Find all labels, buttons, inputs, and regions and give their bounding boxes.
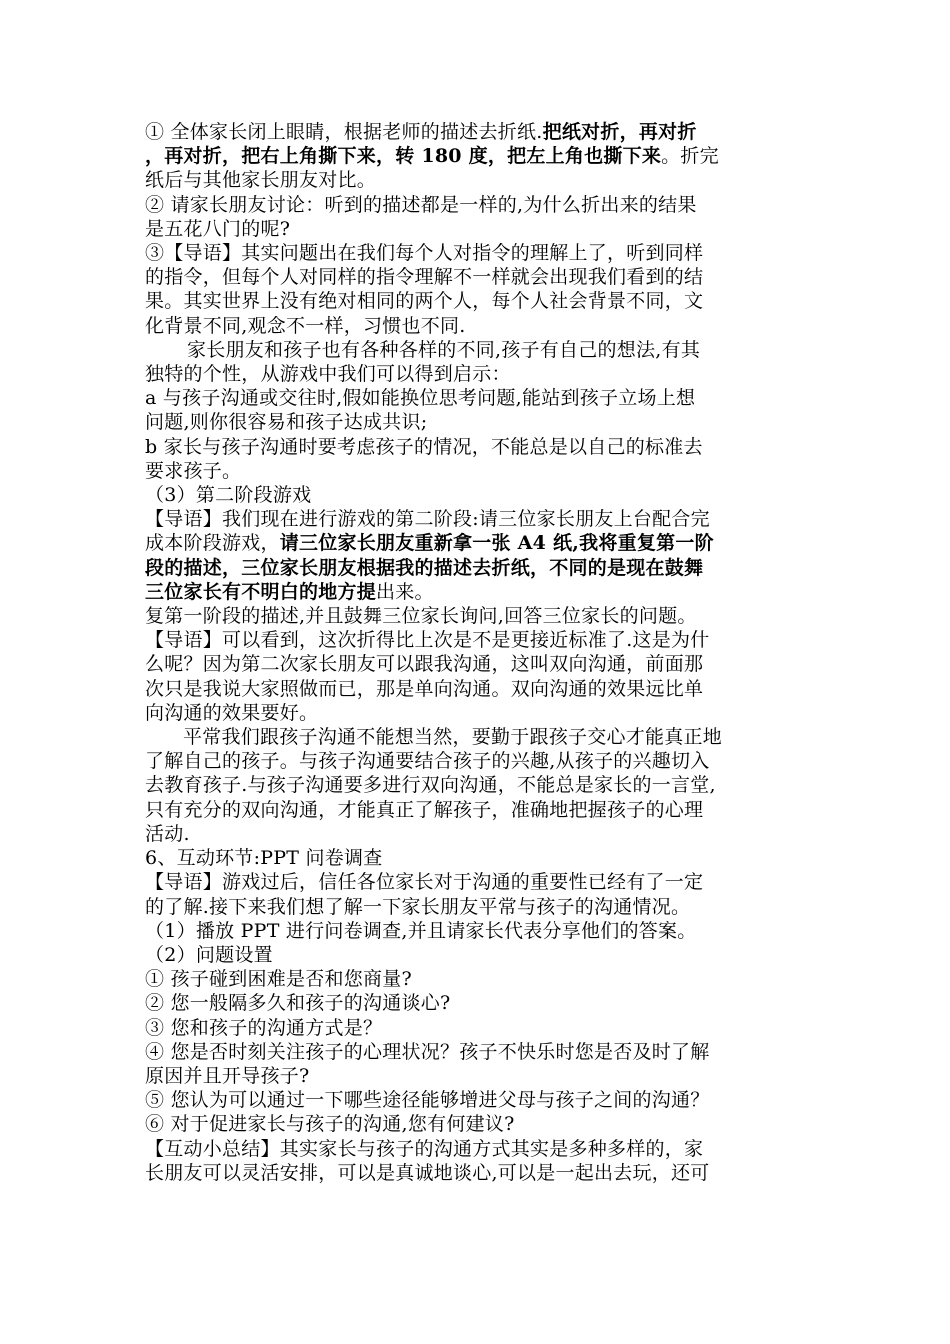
text-line bbox=[145, 967, 810, 991]
text-line bbox=[145, 870, 810, 894]
text-run: ⑥ 对于促进家长与孩子的沟通,您有何建议? bbox=[145, 1113, 515, 1136]
text-run: 的指令，但每个人对同样的指令理解不一样就会出现我们看到的结 bbox=[145, 266, 704, 289]
text-line bbox=[145, 410, 810, 434]
text-run: ⑤ 您认为可以通过一下哪些途径能够增进父母与孩子之间的沟通？ bbox=[145, 1089, 710, 1112]
bold-text-run: 三位家长有不明白的地方提 bbox=[145, 580, 377, 603]
bold-text-run: ，再对折，把右上角撕下来，转 180 度，把左上角也撕下来 bbox=[145, 145, 662, 168]
text-line bbox=[145, 435, 810, 459]
text-line bbox=[145, 217, 810, 241]
text-line bbox=[145, 483, 810, 507]
bold-text-run: 请三位家长朋友重新拿一张 A4 纸,我将重复第一阶 bbox=[279, 532, 714, 555]
text-run: 的了解.接下来我们想了解一下家长朋友平常与孩子的沟通情况。 bbox=[145, 895, 691, 918]
text-run: 【导语】可以看到，这次折得比上次是不是更接近标准了.这是为什 bbox=[145, 629, 710, 652]
text-line bbox=[145, 1161, 810, 1185]
text-run: ③ 您和孩子的沟通方式是？ bbox=[145, 1016, 383, 1039]
text-run: 要求孩子。 bbox=[145, 459, 242, 482]
text-line bbox=[145, 943, 810, 967]
text-run: 平常我们跟孩子沟通不能想当然，要勤于跟孩子交心才能真正地 bbox=[183, 726, 723, 749]
text-run: 去教育孩子.与孩子沟通要多进行双向沟通，不能总是家长的一言堂, bbox=[145, 774, 716, 797]
text-line bbox=[145, 652, 810, 676]
text-line bbox=[145, 120, 810, 144]
text-line bbox=[145, 773, 810, 797]
text-run: 家长朋友和孩子也有各种各样的不同,孩子有自己的想法,有其 bbox=[187, 338, 701, 361]
text-run: 6、互动环节:PPT 问卷调查 bbox=[145, 847, 383, 870]
text-run: ④ 您是否时刻关注孩子的心理状况？孩子不快乐时您是否及时了解 bbox=[145, 1040, 710, 1063]
text-line bbox=[145, 193, 810, 217]
text-line bbox=[145, 1040, 810, 1064]
text-run: ① 孩子碰到困难是否和您商量? bbox=[145, 968, 412, 991]
text-run: 了解自己的孩子。与孩子沟通要结合孩子的兴趣,从孩子的兴趣切入 bbox=[145, 750, 710, 773]
text-line bbox=[145, 725, 810, 749]
bold-text-run: 段的描述，三位家长朋友根据我的描述去折纸，不同的是现在鼓舞 bbox=[145, 556, 704, 579]
text-run: 向沟通的效果要好。 bbox=[145, 701, 319, 724]
text-line bbox=[145, 362, 810, 386]
text-line bbox=[145, 846, 810, 870]
text-run: a 与孩子沟通或交往时,假如能换位思考问题,能站到孩子立场上想 bbox=[145, 387, 696, 410]
text-line bbox=[145, 1137, 810, 1161]
text-run: 长朋友可以灵活安排，可以是真诚地谈心,可以是一起出去玩，还可 bbox=[145, 1161, 710, 1184]
text-run: （3）第二阶段游戏 bbox=[145, 484, 312, 507]
text-run: 。折完 bbox=[661, 145, 719, 168]
text-line bbox=[145, 144, 810, 168]
text-run: 么呢？因为第二次家长朋友可以跟我沟通，这叫双向沟通，前面那 bbox=[145, 653, 704, 676]
text-line bbox=[145, 289, 810, 313]
text-run: ② 您一般隔多久和孩子的沟通谈心? bbox=[145, 992, 451, 1015]
text-line bbox=[145, 822, 810, 846]
bold-text-run: 把纸对折，再对折 bbox=[542, 121, 697, 143]
text-run: 原因并且开导孩子? bbox=[145, 1064, 310, 1087]
text-run: 活动. bbox=[145, 822, 190, 845]
text-run: 问题,则你很容易和孩子达成共识; bbox=[145, 411, 428, 434]
text-run: （1）播放 PPT 进行问卷调查,并且请家长代表分享他们的答案。 bbox=[145, 919, 697, 942]
text-line bbox=[145, 386, 810, 410]
text-line bbox=[145, 1112, 810, 1136]
text-line bbox=[145, 556, 810, 580]
text-line bbox=[145, 507, 810, 531]
text-run: （2）问题设置 bbox=[145, 943, 273, 966]
text-run: 次只是我说大家照做而已，那是单向沟通。双向沟通的效果远比单 bbox=[145, 677, 704, 700]
text-run: 【导语】游戏过后，信任各位家长对于沟通的重要性已经有了一定 bbox=[145, 871, 704, 894]
text-line bbox=[145, 531, 810, 555]
text-line bbox=[145, 580, 810, 604]
text-line bbox=[145, 677, 810, 701]
text-line bbox=[145, 895, 810, 919]
text-run: 独特的个性，从游戏中我们可以得到启示： bbox=[145, 363, 511, 386]
text-run: 是五花八门的呢? bbox=[145, 217, 291, 240]
text-line bbox=[145, 1064, 810, 1088]
text-run: 复第一阶段的描述,并且鼓舞三位家长询问,回答三位家长的问题。 bbox=[145, 605, 697, 628]
text-run: ① 全体家长闭上眼睛，根据老师的描述去折纸. bbox=[145, 121, 543, 143]
text-run: 【导语】我们现在进行游戏的第二阶段:请三位家长朋友上台配合完 bbox=[145, 508, 710, 531]
text-line bbox=[145, 991, 810, 1015]
text-run: b 家长与孩子沟通时要考虑孩子的情况，不能总是以自己的标准去 bbox=[145, 435, 703, 458]
text-line bbox=[145, 265, 810, 289]
text-line bbox=[145, 241, 810, 265]
text-run: 果。其实世界上没有绝对相同的两个人，每个人社会背景不同，文 bbox=[145, 290, 704, 313]
text-run: 出来。 bbox=[376, 580, 434, 603]
text-run: 【互动小总结】其实家长与孩子的沟通方式其实是多种多样的，家 bbox=[145, 1137, 704, 1160]
text-line bbox=[145, 749, 810, 773]
text-line bbox=[145, 604, 810, 628]
text-run: 纸后与其他家长朋友对比。 bbox=[145, 169, 377, 192]
text-run: 化背景不同,观念不一样，习惯也不同. bbox=[145, 314, 466, 337]
text-run: ③【导语】其实问题出在我们每个人对指令的理解上了，听到同样 bbox=[145, 242, 704, 265]
text-line bbox=[145, 1016, 810, 1040]
text-run: 成本阶段游戏， bbox=[145, 532, 280, 555]
text-run: 只有充分的双向沟通，才能真正了解孩子，准确地把握孩子的心理 bbox=[145, 798, 704, 821]
document-body bbox=[145, 120, 810, 1185]
text-line bbox=[145, 314, 810, 338]
text-line bbox=[145, 168, 810, 192]
text-line bbox=[145, 459, 810, 483]
text-line bbox=[145, 628, 810, 652]
text-line bbox=[145, 919, 810, 943]
text-line bbox=[145, 1088, 810, 1112]
text-line bbox=[145, 701, 810, 725]
text-line bbox=[145, 338, 810, 362]
text-run: ② 请家长朋友讨论：听到的描述都是一样的,为什么折出来的结果 bbox=[145, 193, 697, 216]
text-line bbox=[145, 798, 810, 822]
